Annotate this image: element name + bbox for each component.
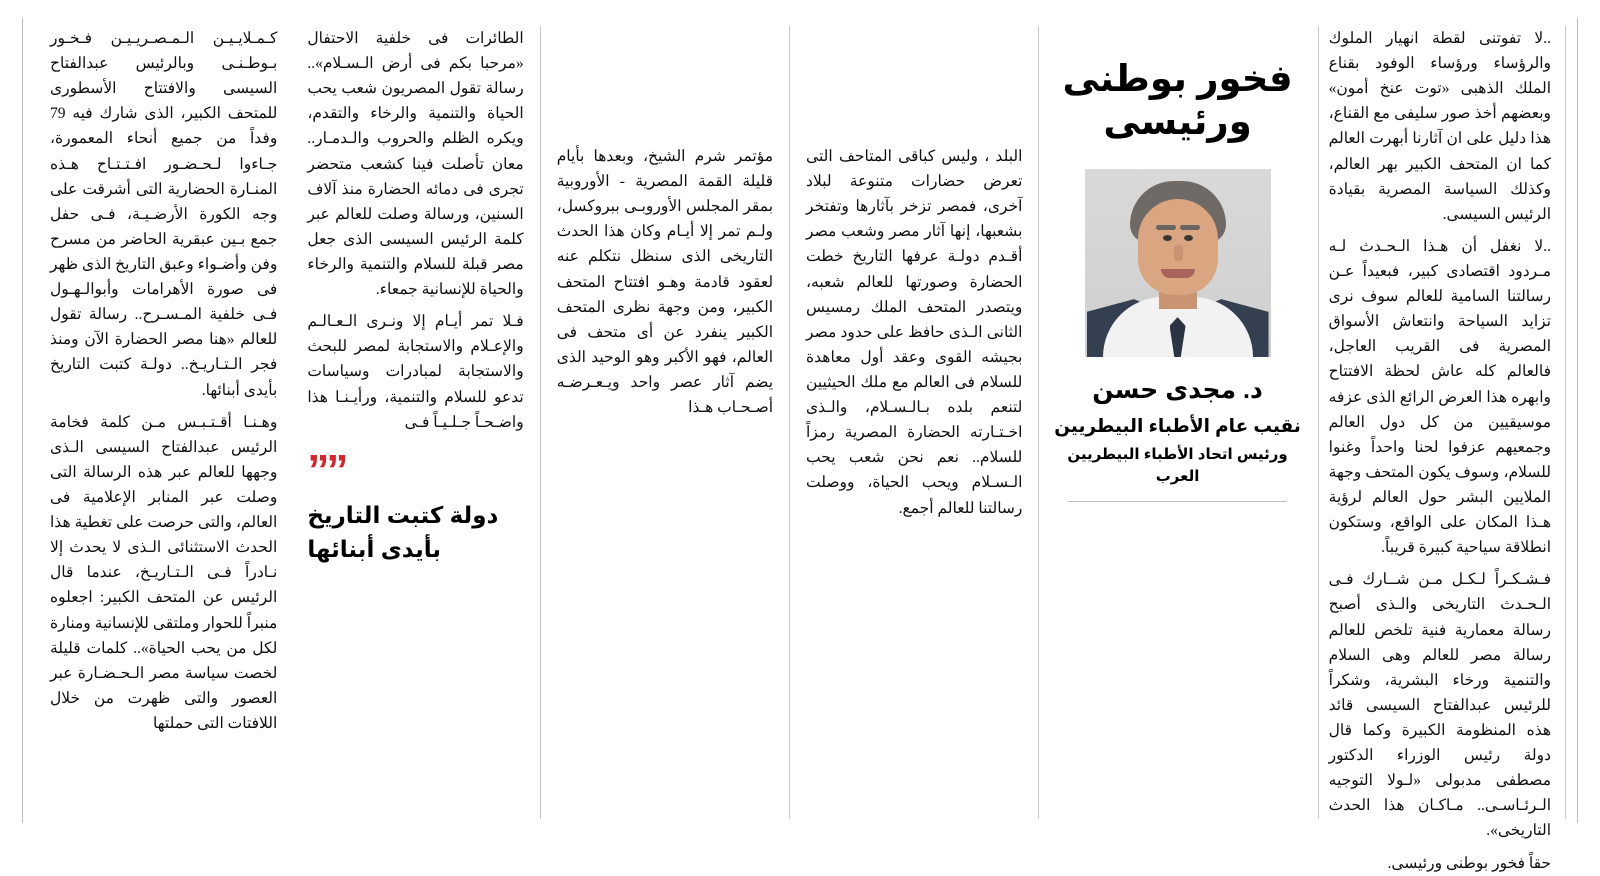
author-name: د. مجدى حسن: [1092, 376, 1263, 405]
author-title: نقيب عام الأطباء البيطريين: [1054, 415, 1301, 437]
paragraph: الطائرات فى خلفية الاحتفال «مرحبا بكم فى أرض الـسـلام».. رسالة تقول المصريون شعب يحب الحياة والتنمية والرخاء والتقدم، ويكره الظلم والحروب والـدمـار.. معان تأصلت فينا كشعب متحضر تجرى فى دمائه الحضارة منذ آلاف السنين، ورسالة وصلت للعالم عبر كلمة الرئيس السيسى الذى جعل مصر قبلة للسلام والتنمية والرخاء والحياة للإنسانية جمعاء.: [307, 30, 524, 299]
pull-quote: [307, 445, 523, 567]
paragraph: البلد ، وليس كباقى المتاحف التى تعرض حضارات متنوعة لبلاد آخرى، فمصر تزخر بآثارها وتفتخر بشعبها، إنها آثار مصر وشعب مصر أقـدم دولـة عرفها التاريخ خطت الحضارة وصورتها للعالم شعبه، ويتصدر المتحف الملك رمسيس الثانى الـذى حافظ على حدود مصر بجيشه القوى وعقد أول معاهدة للسلام فى العالم مع ملك الحيثيين لتنعم بلده بـالـسـلام، والـذى اخـتـارته الحضارة المصرية رمزاً للسلام.. نعم نحن شعب يحب الـسـلام ويحب الحياة، ووصلت رسالتنا للعالم أجمع.: [806, 148, 1023, 517]
pull-quote-line-1: دولة كتبت التاريخ: [307, 501, 499, 528]
paragraph: فـشـكـراً لـكـل مـن شــارك فـى الـحـدث التاريخى والـذى أصبح رسالة معمارية فنية تلخص للعالم رسالة مصر للعالم وهى السلام والتنمية ورخاء البشرية، وشكراً للرئيس عبدالفتاح السيسى قائد هذه المنظومة الكبيرة وكما قال دولة رئيس الوزراء الدكتور مصطفى مدبولى «لـولا التوجيه الـرئـاسـى.. مـاكـان هذا الحدث التاريخى».: [1328, 571, 1552, 840]
text-column-6: [1319, 26, 1566, 872]
article-columns: [34, 26, 1566, 872]
page-title: فخور بوطنى ورئيسى: [1062, 58, 1293, 142]
headline-and-byline-column: [1039, 26, 1318, 819]
paragraph: حقاً فخور بوطنى ورئيسى.: [1387, 854, 1552, 872]
text-column-1: [34, 26, 291, 819]
paragraph: ..لا تفوتنى لقطة انهيار الملوك والرؤساء ورؤساء الوفود بقناع الملك الذهبى «توت عنخ أمون» وبعضهم أخذ صور سليفى مع القناع، هذا دليل على ان آثارنا أبهرت العالم كما ان المتحف الكبير بهر العالم، وكذلك السياسة المصرية بقيادة الرئيس السيسى.: [1328, 30, 1552, 223]
pull-quote-line-2: بأيدى أبنائها: [307, 536, 441, 563]
author-photo-wrap: [1053, 169, 1301, 357]
paragraph: وهـنـا أقـتـبـس مـن كلمة فخامة الرئيس عبدالفتاح السيسى الـذى وجهها للعالم عبر هذه الرسالة التى وصلت عبر المنابر الإعلامية فى العالم، والتى حرصت على تغطية هذا الحدث الاستثنائى الـذى لا يحدث إلا نـادراً فـى الـتـاريـخ، عندما قال الرئيس عن المتحف الكبير: اجعلوه منبراً للحوار وملتقى للإنسانية ومنارة لكل من يحب الحياة».. كلمات قليلة لخصت سياسة مصر الـحـضـارة عبر العصور والتى ظهرت من خلال اللافتات التى حملتها: [50, 413, 278, 732]
author-subtitle: ورئيس اتحاد الأطباء البيطريين العرب: [1067, 445, 1288, 485]
byline-divider: [1068, 501, 1286, 502]
quote-mark-icon: ””: [307, 445, 346, 495]
paragraph: كـمـلايـيـن الـمـصـريـيـن فـخـور بـوطـنـى وبالرئيس عبدالفتاح السيسى والافتتاح الأسطورى للمتحف الكبير، الذى شارك فيه 79 وفداً من جميع أنحاء المعمورة، جـاءوا لـحـضـور افـتـتـاح هـذه المنـارة الحضارية التى أشرقت على وجه الكورة الأرضـيـة، فـى حفل جمع بـين عبقرية الحاضر من مسرح وفن وأضـواء وعبق التاريخ الذى ظهر فى صورة الأهرامات وأبوالـهـول فـى خلفية المـسـرح.. رسالة تقول للعالم «هنا مصر الحضارة الآن ومنذ فجر الـتـاريـخ.. دولـة كتبت التاريخ بأيدى أبنائها.: [50, 30, 278, 399]
text-column-2: [291, 26, 540, 819]
text-column-3: [541, 26, 790, 819]
page-border-left: [22, 18, 23, 823]
paragraph: مؤتمر شرم الشيخ، وبعدها بأيام قليلة القمة المصرية - الأوروبية بمقر المجلس الأوروبـى ببروكسل، ولـم تمر إلا أيـام وكان هذا الحدث التاريخى الذى سنظل نتكلم عنه لعقود قادمة وهـو افتتاح المتحف الكبير، ومن وجهة نظرى المتحف الكبير ينفرد عن أى متحف فى العالم، فهو الأكبر وهو الوحيد الذى يضم آثار عصر واحد ويـعـرضـه أصـحـاب هـذا: [556, 148, 774, 417]
paragraph: ..لا نغفل أن هـذا الـحـدث لـه مـردود اقتصادى كبير، فبعيداً عـن رسالتنا السامية للعالم سوف نرى تزايد السياحة وانتعاش الأسواق المصرية فى القريب العاجل، فالعالم كله عاش لحظة الافتتاح وابهره هذا العرض الرائع الذى عزفه موسيقيين من كل دول العالم وجمعيهم عزفوا لحنا واحداً وغنوا للسلام، وسوف يكون المتحف وجهة الملايين البشر حول العالم لرؤية هـذا المكان على الواقع، وستكون انطلاقة سياحية كبيرة قريباً.: [1328, 237, 1552, 557]
text-column-4: [790, 26, 1039, 819]
paragraph: فـلا تمر أيـام إلا ونـرى الـعـالـم والإعـلام والاستجابة لمصر للبحث والاستجابة لمبادرات وسياسات تدعو للسلام والتنمية، ورأيـنـا هذا واضـحـاً جـلـيـاً فـى: [307, 313, 524, 431]
pull-quote-text: [307, 498, 523, 567]
avatar: [1085, 169, 1271, 357]
page-border-right: [1577, 18, 1578, 823]
